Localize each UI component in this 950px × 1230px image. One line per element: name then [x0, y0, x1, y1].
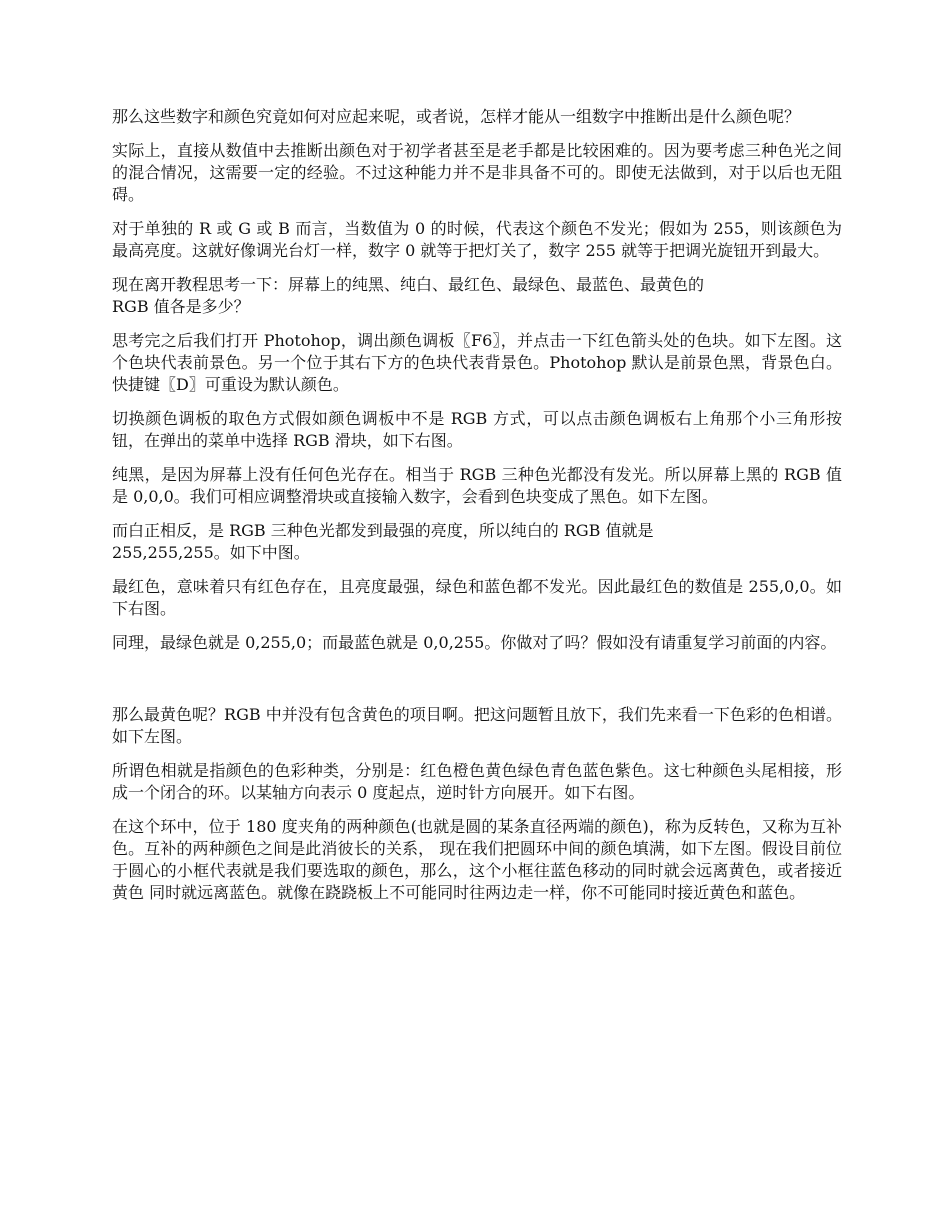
paragraph-10: 同理，最绿色就是 0,255,0；而最蓝色就是 0,0,255。你做对了吗？假如没有请重复学习前面的内容。 — [112, 633, 837, 652]
paragraph-9: 最红色，意味着只有红色存在，且亮度最强，绿色和蓝色都不发光。因此最红色的数值是 255,0,0。如下右图。 — [112, 577, 842, 618]
paragraph-3: 对于单独的 R 或 G 或 B 而言，当数值为 0 的时候，代表这个颜色不发光；假如为 255，则该颜色为最高亮度。这就好像调光台灯一样，数字 0 就等于把灯关了，数字 255 就等于把调光旋钮开到最大。 — [112, 219, 842, 260]
paragraph-8: 而白正相反，是 RGB 三种色光都发到最强的亮度，所以纯白的 RGB 值就是 255,255,255。如下中图。 — [112, 521, 654, 562]
paragraph-2: 实际上，直接从数值中去推断出颜色对于初学者甚至是老手都是比较困难的。因为要考虑三种色光之间的混合情况，这需要一定的经验。不过这种能力并不是非具备不可的。即使无法做到，对于以后也无阻碍。 — [112, 141, 842, 204]
paragraph-7: 纯黑，是因为屏幕上没有任何色光存在。相当于 RGB 三种色光都没有发光。所以屏幕上黑的 RGB 值是 0,0,0。我们可相应调整滑块或直接输入数字，会看到色块变成了黑色。如下左图。 — [112, 465, 842, 506]
paragraph-5: 思考完之后我们打开 Photohop，调出颜色调板〖F6〗，并点击一下红色箭头处的色块。如下左图。这个色块代表前景色。另一个位于其右下方的色块代表背景色。Photohop 默认是前景色黑，背景色白。快捷键〖D〗可重设为默认颜色。 — [112, 331, 842, 394]
paragraph-12: 所谓色相就是指颜色的色彩种类，分别是：红色橙色黄色绿色青色蓝色紫色。这七种颜色头尾相接，形成一个闭合的环。以某轴方向表示 0 度起点，逆时针方向展开。如下右图。 — [112, 761, 842, 802]
article-body — [112, 106, 842, 916]
paragraph-13: 在这个环中，位于 180 度夹角的两种颜色(也就是圆的某条直径两端的颜色)，称为反转色，又称为互补色。互补的两种颜色之间是此消彼长的关系， 现在我们把圆环中间的颜色填满，如下左图。假设目前位于圆心的小框代表就是我们要选取的颜色，那么，这个小框往蓝色移动的同时就会远离黄色，或者接近黄色 同时就远离蓝色。就像在跷跷板上不可能同时往两边走一样，你不可能同时接近黄色和蓝色。 — [112, 817, 842, 902]
paragraph-4: 现在离开教程思考一下：屏幕上的纯黑、纯白、最红色、最绿色、最蓝色、最黄色的 RGB 值各是多少？ — [112, 275, 705, 316]
section-gap — [112, 666, 842, 704]
paragraph-11: 那么最黄色呢？RGB 中并没有包含黄色的项目啊。把这问题暂且放下，我们先来看一下色彩的色相谱。如下左图。 — [112, 705, 842, 746]
paragraph-1: 那么这些数字和颜色究竟如何对应起来呢，或者说，怎样才能从一组数字中推断出是什么颜色呢？ — [112, 107, 801, 126]
paragraph-6: 切换颜色调板的取色方式假如颜色调板中不是 RGB 方式，可以点击颜色调板右上角那个小三角形按钮，在弹出的菜单中选择 RGB 滑块，如下右图。 — [112, 409, 842, 450]
